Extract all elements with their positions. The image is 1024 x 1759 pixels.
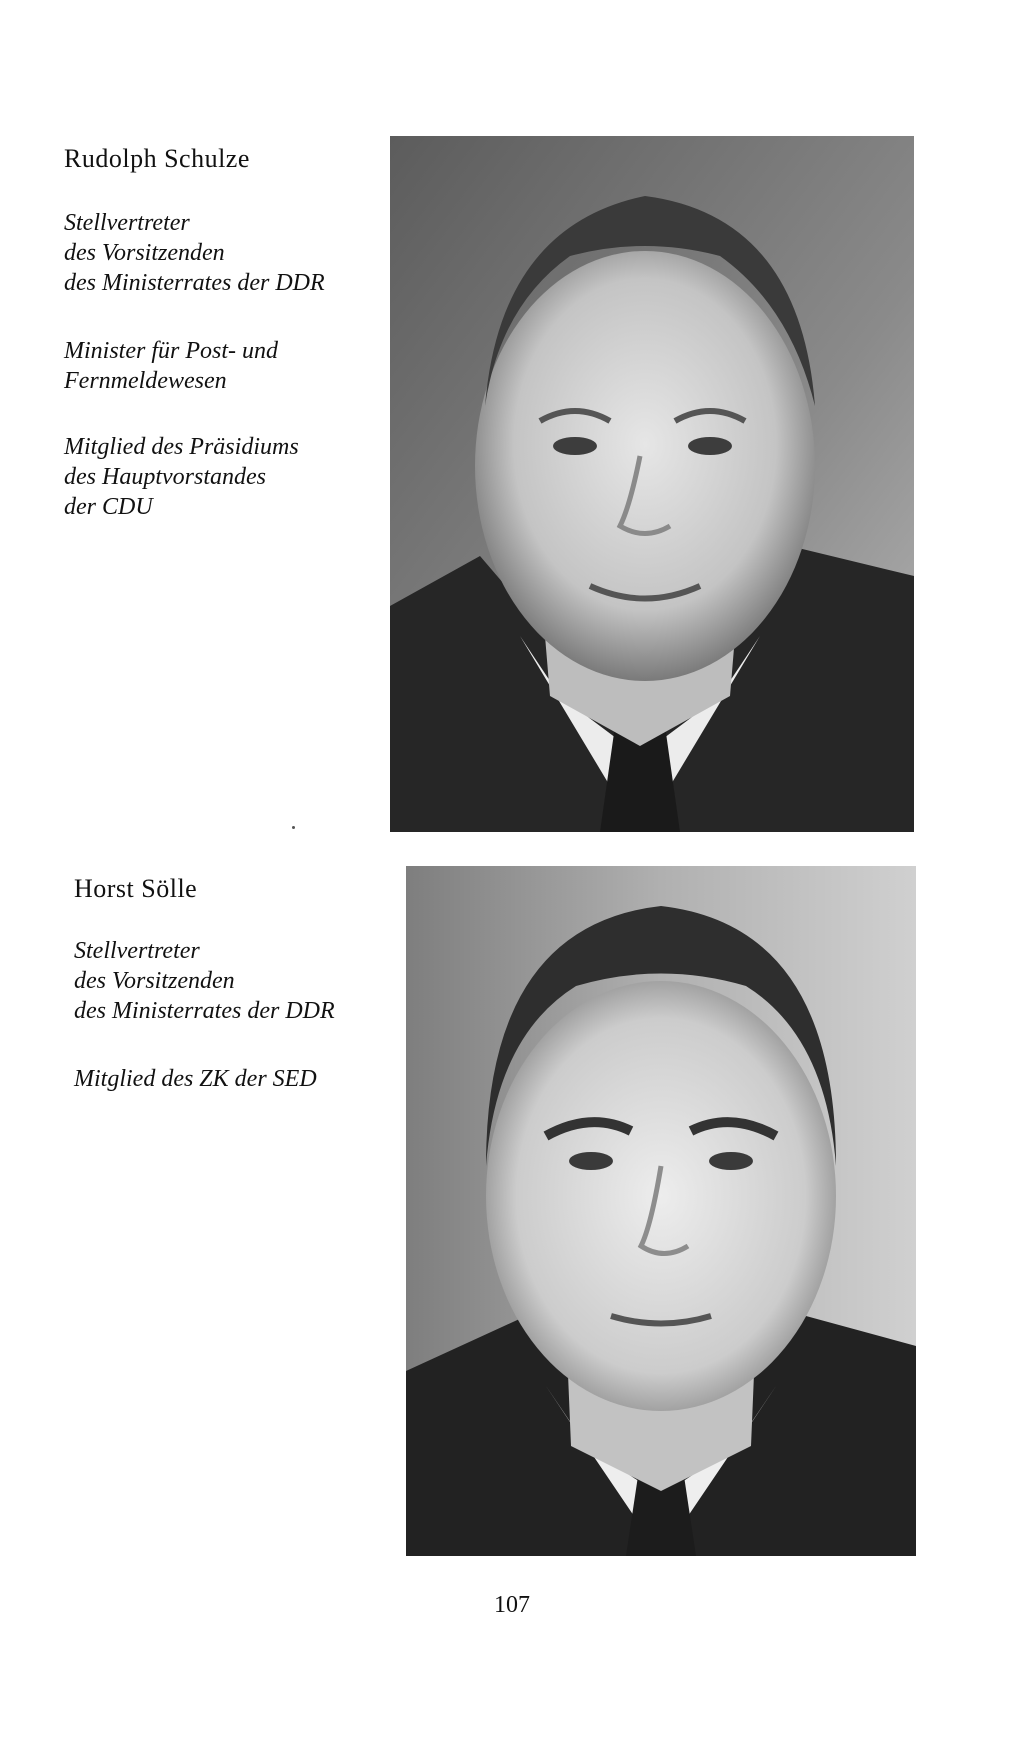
role-line: Mitglied des ZK der SED bbox=[74, 1066, 317, 1092]
portrait-photo-2 bbox=[406, 866, 916, 1556]
role-line: des Hauptvorstandes bbox=[64, 464, 266, 490]
role-line: des Vorsitzenden bbox=[64, 240, 225, 266]
portrait-1-illustration bbox=[390, 136, 914, 832]
print-speck bbox=[292, 826, 295, 829]
role-line: Stellvertreter bbox=[74, 938, 200, 964]
role-line: des Vorsitzenden bbox=[74, 968, 235, 994]
role-line: der CDU bbox=[64, 494, 153, 520]
portrait-photo-1 bbox=[390, 136, 914, 832]
role-line: des Ministerrates der DDR bbox=[64, 270, 325, 296]
portrait-2-illustration bbox=[406, 866, 916, 1556]
entry-name-1: Rudolph Schulze bbox=[64, 144, 250, 173]
role-line: des Ministerrates der DDR bbox=[74, 998, 335, 1024]
role-line: Mitglied des Präsidiums bbox=[64, 434, 299, 460]
role-line: Minister für Post- und bbox=[64, 338, 278, 364]
entry-2-role-group-2 bbox=[74, 1064, 317, 1094]
entry-1-role-group-3 bbox=[64, 432, 299, 522]
entry-2-role-group-1 bbox=[74, 936, 335, 1026]
entry-1-role-group-1 bbox=[64, 208, 325, 298]
entry-name-2: Horst Sölle bbox=[74, 874, 198, 903]
role-line: Fernmeldewesen bbox=[64, 368, 227, 394]
page-number: 107 bbox=[494, 1592, 530, 1618]
entry-1-role-group-2 bbox=[64, 336, 278, 396]
role-line: Stellvertreter bbox=[64, 210, 190, 236]
